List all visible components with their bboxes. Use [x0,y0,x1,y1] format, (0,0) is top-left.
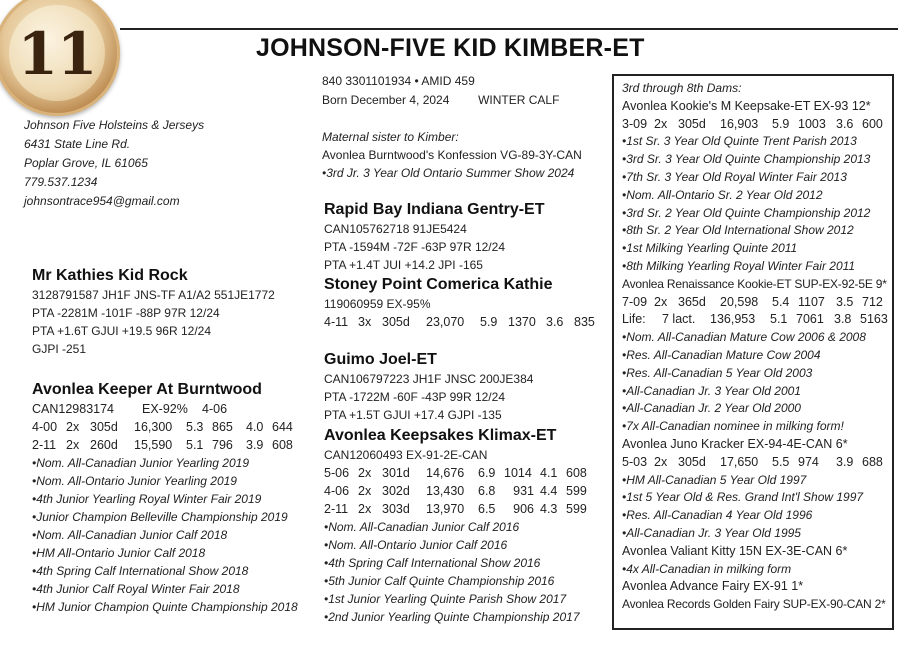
dam-honor: •Junior Champion Belleville Championship 2019 [32,510,288,524]
record-protein: 644 [272,420,293,434]
record-milk: 13,430 [426,484,465,498]
dam-classified-age: 4-06 [202,402,228,416]
record-age: 5-06 [324,466,350,480]
third-dam-honor: •3rd Sr. 2 Year Old Quinte Championship 2012 [622,205,871,220]
record-days: 301d [382,466,410,480]
birth-date: Born December 4, 2024 [322,93,450,107]
maternal-grandsire [324,350,533,424]
record-days: 305d [678,116,706,131]
sire-section [32,266,275,358]
third-dam-honor: •8th Milking Yearling Royal Winter Fair 2011 [622,258,856,273]
animal-ids: 840 3301101934 • AMID 459 [322,74,475,88]
record-days: 305d [382,315,410,329]
record-fat-pct: 5.9 [772,116,790,131]
granddam-honor: •1st Junior Yearling Quinte Parish Show 2017 [324,592,567,606]
fourth-dam-honor: •Res. All-Canadian Mature Cow 2004 [622,347,821,362]
lifetime-fat: 7061 [796,312,824,327]
consignor-address: 6431 State Line Rd. [24,137,131,151]
record-days: 365d [678,294,706,309]
consignor-info [24,116,204,211]
animal-birth [322,91,559,110]
maternal-granddam-name: Avonlea Keepsakes Klimax-ET [324,427,557,444]
sire-line: 3128791587 JH1F JNS-TF A1/A2 551JE1772 [32,288,275,302]
record-protein: 835 [574,315,595,329]
dam-record [32,436,298,454]
maternal-grandsire-line: PTA -1722M -60F -43P 99R 12/24 [324,390,505,404]
record-age: 3-09 [622,116,648,131]
record-protein-pct: 3.5 [836,294,854,309]
fifth-dam-honor: •Res. All-Canadian 4 Year Old 1996 [622,508,813,523]
record-fat: 974 [798,454,819,469]
record-fat: 906 [513,502,534,516]
paternal-grandsire-line: PTA -1594M -72F -63P 97R 12/24 [324,240,505,254]
dam-honor: •4th Junior Calf Royal Winter Fair 2018 [32,582,240,596]
granddam-record [324,500,587,518]
consignor-email: johnsontrace954@gmail.com [24,194,180,208]
record-fat-pct: 6.5 [478,502,496,516]
header-rule [120,28,898,30]
record-milkings: 2x [654,294,668,309]
granddam-honor: •4th Spring Calf International Show 2016 [324,556,541,570]
sixth-dam-honor: •4x All-Canadian in milking form [622,561,792,576]
record-protein-pct: 4.0 [246,420,264,434]
sire-line: PTA +1.6T GJUI +19.5 96R 12/24 [32,324,211,338]
dam-reg-number: CAN12983174 [32,402,115,416]
sixth-dam-name: Avonlea Valiant Kitty 15N EX-3E-CAN 6* [622,543,848,558]
record-age: 4-00 [32,420,58,434]
fourth-dam-name: Avonlea Renaissance Kookie-ET SUP-EX-92-5E 9* [622,276,887,291]
fifth-dam-honor: •HM All-Canadian 5 Year Old 1997 [622,472,807,487]
record-protein-pct: 4.4 [540,484,558,498]
record-milkings: 2x [654,116,668,131]
granddam-honor: •5th Junior Calf Quinte Championship 2016 [324,574,555,588]
maternal-grandsire-name: Guimo Joel-ET [324,351,437,368]
third-dam-record [622,116,888,134]
record-milk: 23,070 [426,315,465,329]
third-dam-honor: •1st Sr. 3 Year Old Quinte Trent Parish 2013 [622,134,857,149]
paternal-granddam-line: 119060959 EX-95% [324,297,431,311]
third-dam-honor: •1st Milking Yearling Quinte 2011 [622,241,798,256]
fourth-dam-honor: •7x All-Canadian nominee in milking form! [622,419,844,434]
consignor-city: Poplar Grove, IL 61065 [24,156,148,170]
dam-honor: •Nom. All-Canadian Junior Yearling 2019 [32,456,249,470]
dam-record [32,418,298,436]
seventh-dam-name: Avonlea Advance Fairy EX-91 1* [622,579,804,594]
record-milk: 15,590 [134,438,173,452]
record-days: 305d [90,420,118,434]
record-protein: 599 [566,484,587,498]
record-protein-pct: 3.6 [546,315,564,329]
fourth-dam-honor: •Nom. All-Canadian Mature Cow 2006 & 2008 [622,330,866,345]
third-dam-name: Avonlea Kookie's M Keepsake-ET EX-93 12* [622,98,871,113]
record-fat: 1107 [798,294,825,309]
record-fat-pct: 5.3 [186,420,204,434]
fourth-dam-honor: •All-Canadian Jr. 3 Year Old 2001 [622,383,801,398]
record-fat: 796 [212,438,233,452]
record-fat-pct: 6.8 [478,484,496,498]
record-milkings: 2x [358,484,372,498]
record-milk: 20,598 [720,294,759,309]
paternal-granddam-name: Stoney Point Comerica Kathie [324,276,553,293]
fourth-dam-honor: •Res. All-Canadian 5 Year Old 2003 [622,365,813,380]
consignor-name: Johnson Five Holsteins & Jerseys [24,118,205,132]
record-protein-pct: 4.3 [540,502,558,516]
maternal-grandsire-line: CAN106797223 JH1F JNSC 200JE384 [324,372,534,386]
record-days: 303d [382,502,410,516]
granddam-record [324,482,587,500]
record-days: 302d [382,484,410,498]
granddam-record [324,464,587,482]
dam-honor: •HM Junior Champion Quinte Championship 2018 [32,600,298,614]
maternal-sister-name: Avonlea Burntwood's Konfession VG-89-3Y-CAN [322,148,582,162]
record-milkings: 2x [358,466,372,480]
paternal-granddam-record [324,313,595,331]
third-dam-honor: •8th Sr. 2 Year Old International Show 2012 [622,223,854,238]
extended-dams-box [612,74,894,630]
record-milk: 14,676 [426,466,465,480]
record-fat: 931 [513,484,534,498]
lot-badge [0,0,120,116]
maternal-sister [322,128,582,182]
eighth-dam-name: Avonlea Records Golden Fairy SUP-EX-90-CAN 2* [622,597,886,612]
record-protein: 599 [566,502,587,516]
dam-section [32,380,298,616]
record-fat-pct: 6.9 [478,466,496,480]
granddam-honor: •2nd Junior Yearling Quinte Championship 2017 [324,610,580,624]
record-days: 305d [678,454,706,469]
fourth-dam-record [622,294,888,312]
third-dam-honor: •7th Sr. 3 Year Old Royal Winter Fair 2013 [622,169,847,184]
maternal-grandsire-line: PTA +1.5T GJUI +17.4 GJPI -135 [324,408,502,422]
dam-registration [32,400,298,418]
record-age: 2-11 [32,438,57,452]
maternal-granddam-reg: CAN12060493 EX-91-2E-CAN [324,448,488,462]
fifth-dam-record [622,454,888,472]
record-milkings: 2x [66,438,80,452]
fourth-dam-lifetime [622,311,888,329]
dam-name: Avonlea Keeper At Burntwood [32,381,262,398]
paternal-grandsire-name: Rapid Bay Indiana Gentry-ET [324,201,545,218]
granddam-honor: •Nom. All-Ontario Junior Calf 2016 [324,538,508,552]
animal-info [322,72,559,110]
maternal-granddam [324,426,587,626]
record-fat: 1370 [508,315,536,329]
record-milkings: 2x [654,454,668,469]
record-age: 4-06 [324,484,350,498]
record-protein-pct: 3.6 [836,116,854,131]
dam-honor: •Nom. All-Canadian Junior Calf 2018 [32,528,228,542]
record-age: 4-11 [324,315,349,329]
lot-badge-center [9,5,105,101]
record-milkings: 2x [358,502,372,516]
record-age: 7-09 [622,294,648,309]
record-protein: 712 [862,294,883,309]
record-milkings: 2x [66,420,80,434]
record-fat-pct: 5.5 [772,454,790,469]
dam-classification: EX-92% [142,402,188,416]
sire-name: Mr Kathies Kid Rock [32,267,188,284]
lifetime-protein: 5163 [860,312,888,327]
record-fat-pct: 5.4 [772,294,790,309]
dam-honor: •4th Spring Calf International Show 2018 [32,564,249,578]
paternal-grandsire-line: CAN105762718 91JE5424 [324,222,467,236]
paternal-granddam [324,275,595,331]
record-fat: 1014 [504,466,532,480]
page-title: JOHNSON-FIVE KID KIMBER-ET [256,34,645,62]
record-age: 2-11 [324,502,349,516]
record-age: 5-03 [622,454,648,469]
record-milk: 16,903 [720,116,759,131]
lifetime-fat-pct: 5.1 [770,312,788,327]
record-days: 260d [90,438,118,452]
record-fat: 1003 [798,116,826,131]
lifetime-protein-pct: 3.8 [834,312,852,327]
record-milkings: 3x [358,315,372,329]
lifetime-lactations: 7 lact. [662,312,696,327]
lifetime-milk: 136,953 [710,312,756,327]
dam-honor: •HM All-Ontario Junior Calf 2018 [32,546,206,560]
record-fat-pct: 5.9 [480,315,498,329]
lot-number: 11 [17,20,97,88]
record-protein: 608 [272,438,293,452]
sire-line: GJPI -251 [32,342,87,356]
extended-dams-content [622,80,888,614]
paternal-grandsire-line: PTA +1.4T JUI +14.2 JPI -165 [324,258,483,272]
fourth-dam-honor: •All-Canadian Jr. 2 Year Old 2000 [622,401,801,416]
sire-line: PTA -2281M -101F -88P 97R 12/24 [32,306,220,320]
paternal-grandsire [324,200,544,274]
third-dam-honor: •Nom. All-Ontario Sr. 2 Year Old 2012 [622,187,823,202]
record-protein: 688 [862,454,883,469]
record-protein-pct: 3.9 [246,438,264,452]
consignor-phone: 779.537.1234 [24,175,98,189]
record-fat: 865 [212,420,233,434]
fifth-dam-honor: •All-Canadian Jr. 3 Year Old 1995 [622,525,801,540]
record-protein-pct: 4.1 [540,466,558,480]
third-dam-honor: •3rd Sr. 3 Year Old Quinte Championship 2013 [622,152,871,167]
fifth-dam-name: Avonlea Juno Kracker EX-94-4E-CAN 6* [622,436,848,451]
record-protein: 600 [862,116,883,131]
record-milk: 17,650 [720,454,759,469]
record-fat-pct: 5.1 [186,438,204,452]
maternal-sister-note: •3rd Jr. 3 Year Old Ontario Summer Show 2024 [322,166,575,180]
granddam-honor: •Nom. All-Canadian Junior Calf 2016 [324,520,520,534]
record-milk: 16,300 [134,420,173,434]
show-class: WINTER CALF [478,93,560,107]
dam-honor: •Nom. All-Ontario Junior Yearling 2019 [32,474,237,488]
lifetime-label: Life: [622,312,646,327]
extended-dams-heading: 3rd through 8th Dams: [622,81,742,95]
record-protein-pct: 3.9 [836,454,854,469]
maternal-sister-label: Maternal sister to Kimber: [322,130,459,144]
fifth-dam-honor: •1st 5 Year Old & Res. Grand Int'l Show 1997 [622,490,864,505]
record-protein: 608 [566,466,587,480]
record-milk: 13,970 [426,502,465,516]
dam-honor: •4th Junior Yearling Royal Winter Fair 2019 [32,492,262,506]
